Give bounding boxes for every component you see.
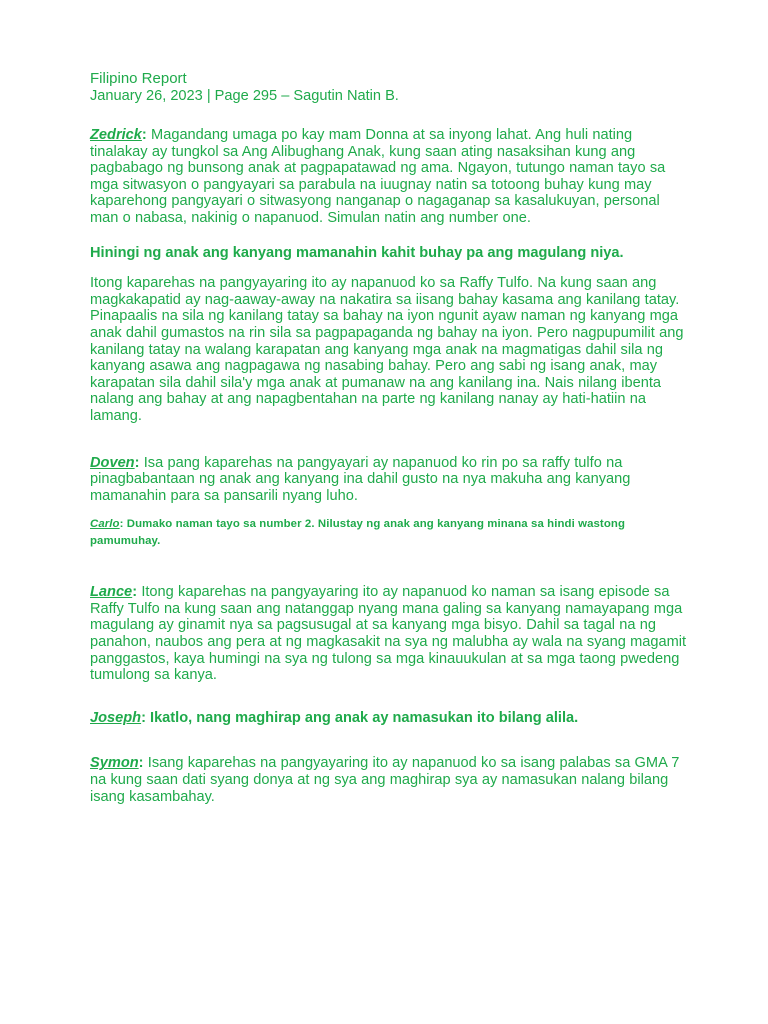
- answer-paragraph-1: Itong kaparehas na pangyayaring ito ay napanuod ko sa Raffy Tulfo. Na kung saan ang magkakapatid ay nag-aaway-away na nakatira sa iisang bahay kasama ang kanilang tatay. Pinapaalis na sila ng kanilang tatay sa bahay na iyon ngunit ayaw naman ng kanyang mga anak dahil gumastos na rin sila sa pagpapaganda ng bahay na iyon. Pero nagpupumilit ang kanilang tatay na walang karapatan ang kanyang mga anak na magmatigas dahil sila ng kanyang asawa ang nagpagawa ng nasabing bahay. Pero ang sabi ng isang anak, may karapatan sila dahil sila'y mga anak at pumanaw na ang kanilang ina. Nais nilang ibenta nalang ang bahay at ang napagbentahan na parte ng kanilang nanay ay hati-hatiin na lamang.: [90, 275, 684, 424]
- zedrick-paragraph: [90, 127, 690, 227]
- speaker-name: Zedrick: [90, 127, 142, 143]
- carlo-paragraph: [90, 516, 690, 550]
- speaker-colon: :: [132, 584, 138, 601]
- symon-paragraph: [90, 755, 690, 805]
- lance-paragraph: [90, 584, 690, 684]
- paragraph-text: Magandang umaga po kay mam Donna at sa inyong lahat. Ang huli nating tinalakay ay tungkol sa Ang Alibughang Anak, kung saan ating nasaksihan kung ang pagbabago ng bunsong anak at pagpapatawad ng ama. Ngayon, tutungo naman tayo sa mga sitwasyon o pangyayari sa parabula na iuugnay natin sa totoong buhay kung may kaparehong pangyayari o sitwasyong nanganap o nagaganap sa kasalukuyan, personal man o nabasa, nakinig o napanuod. Simulan natin ang number one.: [90, 127, 666, 226]
- speaker-colon: :: [134, 454, 140, 471]
- speaker-name: Carlo: [90, 518, 120, 531]
- question-heading-1: Hiningi ng anak ang kanyang mamanahin kahit buhay pa ang magulang niya.: [90, 244, 624, 261]
- speaker-name: Joseph: [90, 709, 142, 726]
- speaker-colon: :: [141, 127, 147, 143]
- paragraph-text: : Ikatlo, nang maghirap ang anak ay namasukan ito bilang alila.: [141, 709, 579, 726]
- document-title: Filipino Report: [90, 70, 187, 87]
- document-subtitle: January 26, 2023 | Page 295 – Sagutin Natin B.: [90, 88, 399, 104]
- paragraph-text: Isa pang kaparehas na pangyayari ay napanuod ko rin po sa raffy tulfo na pinagbabantaan ng anak ang kanyang ina dahil gusto na nya makuha ang kanyang mamanahin para sa pansarili nyang luho.: [90, 454, 631, 504]
- document-page: [90, 70, 690, 805]
- paragraph-text: Itong kaparehas na pangyayaring ito ay napanuod ko naman sa isang episode sa Raffy Tulfo na kung saan ang natanggap nyang mana galing sa kanyang namayapang mga magulang ay ginamit nya sa pagsusugal at sa kanyang mga bisyo. Dahil sa tagal na ng panahon, naubos ang pera at ng magkasakit na sya ng malubha ay wala na syang magamit panggastos, kaya humingi na sya ng tulong sa mga kinauukulan at sa mga taong pwedeng tumulong sa kanya.: [90, 584, 687, 684]
- speaker-colon: :: [138, 755, 144, 772]
- speaker-name: Doven: [90, 454, 135, 471]
- speaker-name: Symon: [90, 755, 139, 772]
- paragraph-text: : Dumako naman tayo sa number 2. Nilustay ng anak ang kanyang minana sa hindi wastong pamumuhay.: [90, 518, 626, 548]
- joseph-paragraph: [90, 710, 690, 727]
- paragraph-text: Isang kaparehas na pangyayaring ito ay napanuod ko sa isang palabas sa GMA 7 na kung saan dati syang donya at ng sya ang maghirap sya ay namasukan nalang bilang isang kasambahay.: [90, 755, 680, 805]
- speaker-name: Lance: [90, 584, 133, 601]
- doven-paragraph: [90, 455, 690, 505]
